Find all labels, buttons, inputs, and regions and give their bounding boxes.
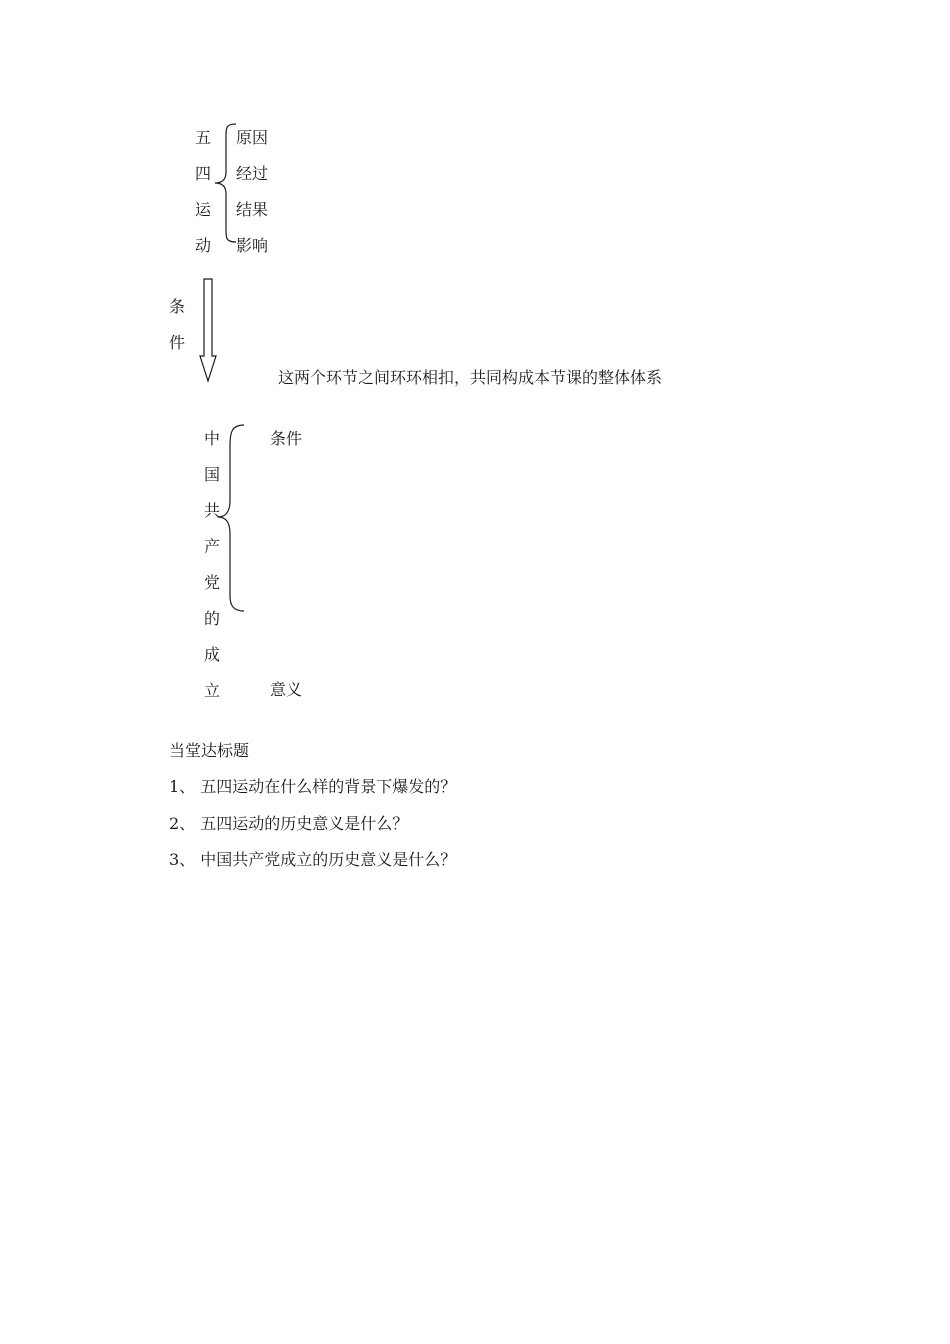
wusi-brace bbox=[215, 124, 236, 242]
exercise-heading: 当堂达标题 bbox=[169, 741, 250, 760]
list-item: 原因 bbox=[236, 128, 269, 147]
list-item: 影响 bbox=[236, 236, 269, 255]
arrow-label-char: 件 bbox=[169, 333, 186, 352]
title-char: 共 bbox=[204, 501, 221, 520]
list-item: 经过 bbox=[236, 164, 269, 183]
exercise-question: 1、 五四运动在什么样的背景下爆发的？ bbox=[169, 777, 457, 796]
connector-note: 这两个环节之间环环相扣，共同构成本节课的整体体系 bbox=[278, 368, 663, 387]
meaning-label: 意义 bbox=[270, 680, 303, 699]
title-char: 国 bbox=[204, 465, 221, 484]
exercise-question: 3、 中国共产党成立的历史意义是什么？ bbox=[169, 850, 457, 869]
exercise-question: 2、 五四运动的历史意义是什么？ bbox=[169, 814, 409, 833]
title-char: 产 bbox=[204, 537, 221, 556]
title-char: 五 bbox=[195, 128, 212, 147]
list-item: 结果 bbox=[236, 200, 269, 219]
title-char: 动 bbox=[195, 236, 212, 255]
title-char: 中 bbox=[204, 429, 221, 448]
title-char: 的 bbox=[204, 609, 221, 628]
title-char: 立 bbox=[204, 681, 221, 700]
title-char: 运 bbox=[195, 200, 212, 219]
condition-label: 条件 bbox=[270, 429, 303, 448]
down-arrow-icon bbox=[200, 279, 216, 381]
title-char: 党 bbox=[204, 573, 221, 592]
title-char: 成 bbox=[204, 645, 221, 664]
party-brace bbox=[218, 425, 244, 611]
title-char: 四 bbox=[195, 164, 212, 183]
arrow-label-char: 条 bbox=[169, 297, 186, 316]
